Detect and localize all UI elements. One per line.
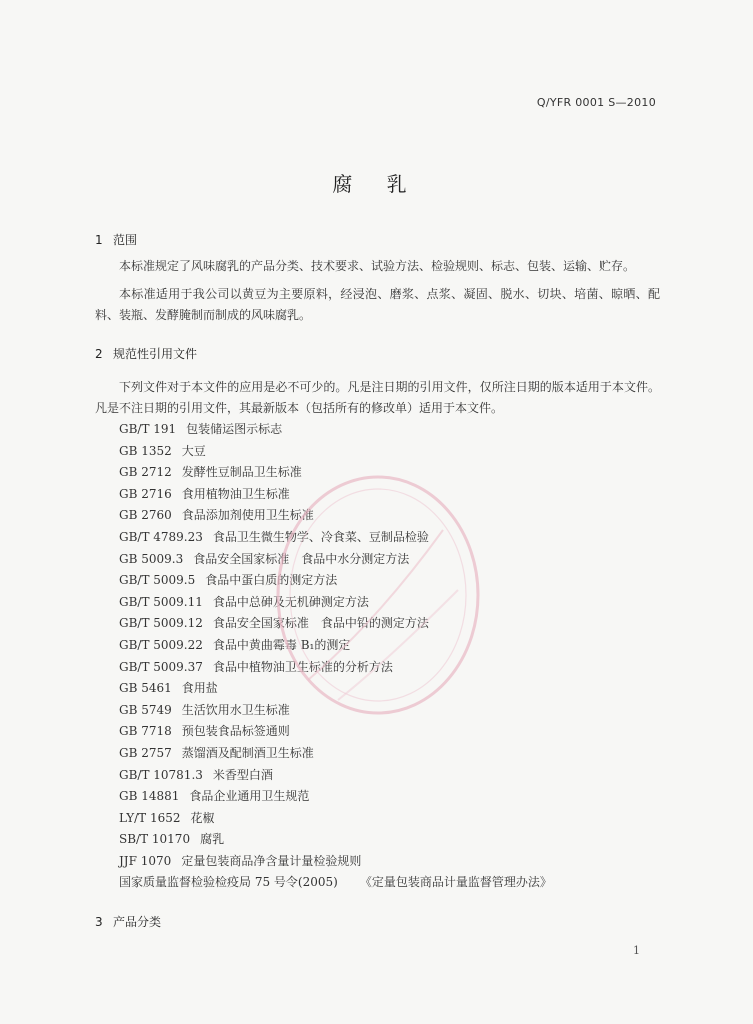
reference-name: 发酵性豆制品卫生标准 [181, 465, 302, 480]
reference-name: 食品中蛋白质的测定方法 [205, 573, 338, 588]
reference-code: GB/T 4789.23 [119, 529, 203, 544]
reference-name: 米香型白酒 [212, 767, 273, 782]
reference-item [119, 657, 552, 679]
reference-item [119, 743, 552, 765]
section-3-heading [95, 913, 161, 930]
reference-item [119, 419, 552, 441]
reference-item [119, 765, 552, 787]
reference-item [119, 549, 552, 571]
reference-code: GB 5461 [119, 681, 172, 696]
reference-name: 食品中总砷及无机砷测定方法 [212, 594, 369, 609]
reference-code: GB 1352 [119, 443, 172, 458]
reference-code: GB 2757 [119, 745, 172, 760]
reference-item [119, 635, 552, 657]
reference-code: GB 2716 [119, 486, 172, 501]
reference-item [119, 678, 552, 700]
reference-code: LY/T 1652 [119, 810, 181, 825]
reference-item [119, 484, 552, 506]
reference-item [119, 613, 552, 635]
reference-code: GB/T 5009.12 [119, 616, 203, 631]
reference-name: 《定量包装商品计量监督管理办法》 [359, 875, 552, 890]
reference-code: GB/T 5009.5 [119, 573, 196, 588]
reference-code: GB 14881 [119, 789, 180, 804]
standard-code: Q/YFR 0001 S—2010 [536, 96, 656, 109]
reference-item [119, 808, 552, 830]
reference-item [119, 462, 552, 484]
section-number: 1 [95, 233, 103, 247]
reference-code: GB/T 5009.11 [119, 594, 203, 609]
reference-code: GB 2712 [119, 465, 172, 480]
reference-name: 食品安全国家标准 食品中铅的测定方法 [212, 616, 429, 631]
reference-code: GB/T 5009.22 [119, 637, 203, 652]
reference-name: 定量包装商品净含量计量检验规则 [181, 853, 362, 868]
reference-item [119, 851, 552, 873]
page-number: 1 [633, 944, 640, 957]
reference-name: 花椒 [190, 810, 215, 825]
reference-name: 生活饮用水卫生标准 [181, 702, 290, 717]
reference-code: GB 5009.3 [119, 551, 184, 566]
section-number: 3 [95, 915, 103, 929]
section-title: 规范性引用文件 [113, 347, 198, 361]
reference-name: 腐乳 [200, 832, 225, 847]
reference-name: 食品卫生微生物学、冷食菜、豆制品检验 [212, 529, 429, 544]
section-title: 范围 [113, 233, 138, 247]
references-intro: 下列文件对于本文件的应用是必不可少的。凡是注日期的引用文件，仅所注日期的版本适用于本文件。凡是不注日期的引用文件，其最新版本（包括所有的修改单）适用于本文件。 [95, 380, 660, 415]
reference-code: GB 5749 [119, 702, 172, 717]
reference-item [119, 592, 552, 614]
reference-name: 食品企业通用卫生规范 [189, 789, 310, 804]
reference-item [119, 527, 552, 549]
reference-code: SB/T 10170 [119, 832, 191, 847]
reference-code: JJF 1070 [119, 853, 172, 868]
reference-code: GB 2760 [119, 508, 172, 523]
scope-paragraph-2: 本标准适用于我公司以黄豆为主要原料，经浸泡、磨浆、点浆、凝固、脱水、切块、培菌、晾晒、配料、装瓶、发酵腌制而制成的风味腐乳。 [95, 287, 660, 322]
reference-item [119, 829, 552, 851]
section-number: 2 [95, 347, 103, 361]
document-title: 腐 乳 [332, 172, 421, 196]
section-title: 产品分类 [113, 915, 162, 929]
reference-name: 食用盐 [181, 681, 218, 696]
scope-paragraph-1: 本标准规定了风味腐乳的产品分类、技术要求、试验方法、检验规则、标志、包装、运输、贮存。 [119, 259, 636, 273]
reference-name: 蒸馏酒及配制酒卫生标准 [181, 745, 314, 760]
reference-name: 食品中植物油卫生标准的分析方法 [212, 659, 393, 674]
reference-name: 食品安全国家标准 食品中水分测定方法 [193, 551, 410, 566]
reference-item [119, 505, 552, 527]
reference-code: GB 7718 [119, 724, 172, 739]
reference-name: 食品中黄曲霉毒 B₁的测定 [212, 637, 351, 652]
reference-item [119, 721, 552, 743]
reference-item [119, 700, 552, 722]
section-1-heading [95, 231, 137, 248]
reference-item [119, 441, 552, 463]
reference-item [119, 570, 552, 592]
reference-code: 国家质量监督检验检疫局 75 号令(2005) [119, 875, 338, 890]
reference-code: GB/T 10781.3 [119, 767, 203, 782]
reference-name: 预包装食品标签通则 [181, 724, 290, 739]
reference-item [119, 786, 552, 808]
reference-code: GB/T 5009.37 [119, 659, 203, 674]
reference-name: 包装储运图示标志 [186, 422, 283, 436]
reference-item [119, 872, 552, 894]
reference-name: 食用植物油卫生标准 [181, 486, 290, 501]
section-2-heading [95, 345, 197, 362]
reference-name: 食品添加剂使用卫生标准 [181, 508, 314, 523]
reference-name: 大豆 [181, 443, 206, 458]
reference-code: GB/T 191 [119, 422, 177, 436]
reference-list [119, 419, 552, 894]
